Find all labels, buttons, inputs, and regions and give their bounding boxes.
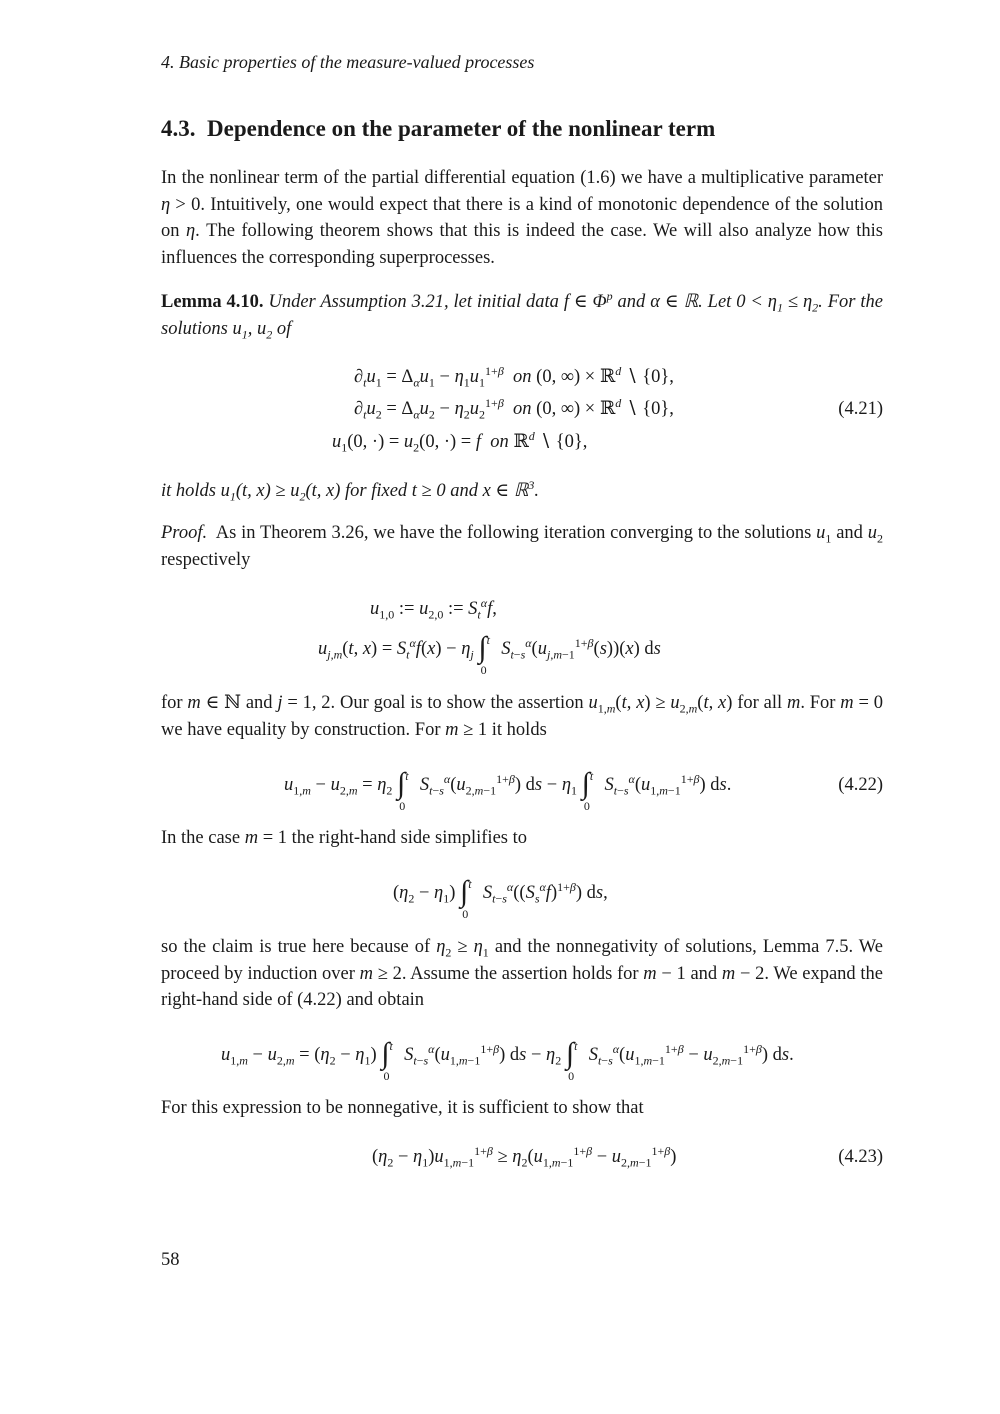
lemma-conclusion: it holds $u_1(t$, $x) \ge u_2(t$, x) for fixed t ≥ 0 and x ∈ ℝ$^3$. <box>161 477 540 504</box>
equation-4-23: $(\eta_2 - \eta_1)u_{1,m-1}^{1+\beta} \ge \eta_2(u_{1,m-1}^{1+\beta} - u_{2,m-1}^{1+\beta})$ (4.23) <box>372 1143 883 1170</box>
section-heading <box>161 116 715 142</box>
equation-4-22: $u_{1,m} - u_{2,m} = \eta_2$ ∫ t 0 $S_{t-s}^\alpha(u_{2,m-1}^{1+\beta})$ ds − $\eta_1$ ∫ t 0 $S_{t-s}^\alpha(u_{1,m-1}^{1+\beta})$ ds. (4.22) <box>284 766 883 813</box>
proof-paragraph-4: so the claim is true here because of $\eta_2 \ge \eta_1$ and the nonnegativity of solutions, Lemma 7.5. We proceed by induction over m ≥ 2. Assume the assertion holds for m − 1 and m − 2. We expand the right-hand side of (4.22) and obtain <box>161 937 883 1010</box>
equation-number: (4.22) <box>838 775 883 795</box>
proof-paragraph-2: for m ∈ ℕ and j = 1, 2. Our goal is to show the assertion $u_{1,m}(t$, $x) \ge u_{2,m}(t$, x) for all m. For m = 0 we have equality by construction. For m ≥ 1 it holds <box>161 693 883 740</box>
equation-number: (4.21) <box>838 399 883 419</box>
section-number: 4.3. <box>161 116 196 141</box>
equation-4-21: $\partial_tu_1 = \Delta_\alpha u_1 - \eta_1u_1^{1+\beta}$ on (0, ∞) × ℝ$^d$ ∖ {0}, $\partial_tu_2 = \Delta_\alpha u_2 - \eta_2u_2^{1+\beta}$ on (0, ∞) × ℝ$^d$ ∖ {0}, $u_1(0$, ·) = $u_2(0$, ·) = f on ℝ$^d$ ∖ {0}, (4.21) <box>332 363 883 455</box>
proof-label: Proof. <box>161 523 208 543</box>
page-number: 58 <box>161 1250 180 1270</box>
running-head: 4. Basic properties of the measure-valued processes <box>161 52 535 72</box>
proof-paragraph-3: In the case m = 1 the right-hand side simplifies to <box>161 828 527 848</box>
equation-number: (4.23) <box>838 1147 883 1167</box>
section-title: Dependence on the parameter of the nonlinear term <box>207 116 716 141</box>
iteration-equations: $u_{1,0}$ := $u_{2,0}$ := $S_t^\alpha f$, $u_{j,m}(t$, $x) = S_t^\alpha f(x) - \eta_j$ ∫ t 0 $S_{t-s}^\alpha(u_{j,m-1}^{1+\beta}(s))(x)$ ds <box>318 595 661 677</box>
equation-case-m1: $(\eta_2 - \eta_1)$ ∫ t 0 $S_{t-s}^\alpha((S_s^\alpha f)^{1+\beta})$ ds, <box>393 874 608 921</box>
proof-paragraph-1: Proof. As in Theorem 3.26, we have the following iteration converging to the solutions $u_1$ and $u_2$ respectively <box>161 523 883 570</box>
lemma-label: Lemma 4.10. <box>161 292 264 312</box>
equation-expanded: $u_{1,m} - u_{2,m} = (\eta_2 - \eta_1)$ ∫ t 0 $S_{t-s}^\alpha(u_{1,m-1}^{1+\beta})$ ds − $\eta_2$ ∫ t 0 $S_{t-s}^\alpha(u_{1,m-1}^{1+\beta} - u_{2,m-1}^{1+\beta})$ ds. <box>221 1036 794 1083</box>
intro-paragraph: In the nonlinear term of the partial differential equation (1.6) we have a multiplicative parameter η > 0. Intuitively, one would expect that there is a kind of monotonic dependence of the solution on η. The following theorem shows that this is indeed the case. We will also analyze how this influences the corresponding superprocesses. <box>161 168 883 268</box>
proof-paragraph-5: For this expression to be nonnegative, it is sufficient to show that <box>161 1098 644 1118</box>
lemma-statement: Lemma 4.10. Under Assumption 3.21, let initial data f ∈ $\Phi^p$ and α ∈ ℝ. Let $0 < \eta_1 \le \eta_2$. For the solutions $u_1$, $u_2$ of <box>161 288 883 342</box>
